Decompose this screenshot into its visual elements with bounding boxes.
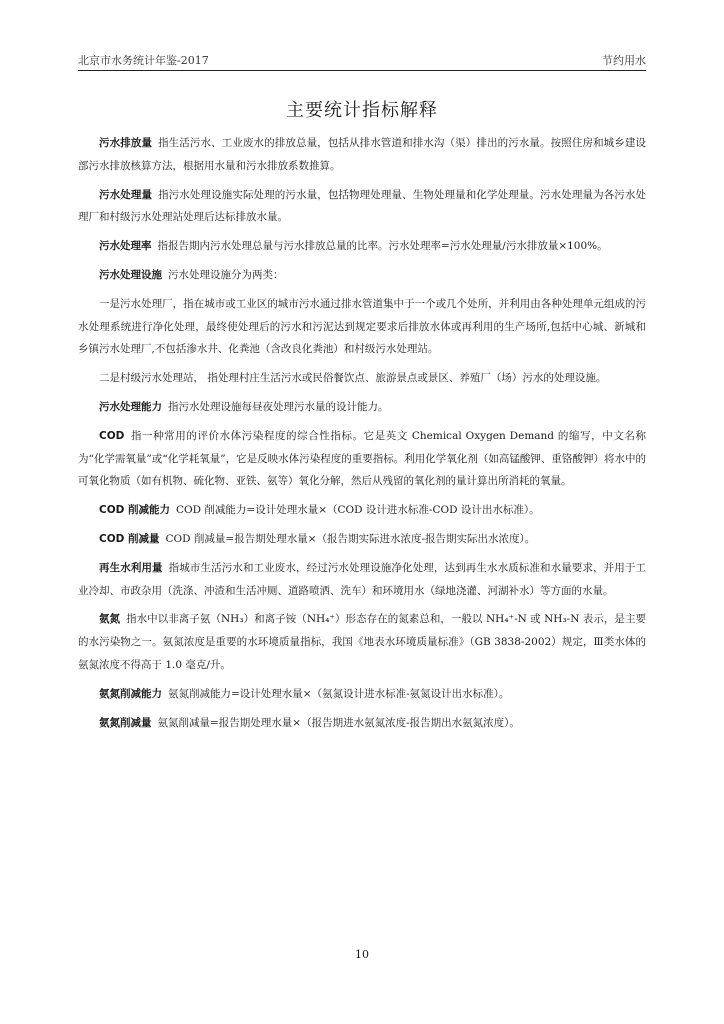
definition-text: COD 削减能力=设计处理水量×（COD 设计进水标准-COD 设计出水标准）。 [176, 504, 540, 517]
definition-text: 指报告期内污水处理总量与污水排放总量的比率。污水处理率=污水处理量/污水排放量×100%。 [157, 240, 608, 253]
definition-paragraph [78, 396, 646, 419]
definition-paragraph [78, 683, 646, 706]
definition-paragraph [78, 293, 646, 361]
definition-paragraph [78, 608, 646, 676]
definition-term: 污水处理率 [99, 240, 152, 253]
definition-term: 污水处理设施 [99, 268, 162, 281]
page-title: 主要统计指标解释 [286, 100, 438, 121]
definition-paragraph [78, 132, 646, 178]
definition-text: 二是村级污水处理站， 指处理村庄生活污水或民俗餐饮点、旅游景点或景区、养殖厂（场）污水的处理设施。 [99, 372, 607, 385]
header-yearbook-title: 北京市水务统计年鉴-2017 [78, 54, 209, 67]
definition-text: COD 削减量=报告期处理水量×（报告期实际进水浓度-报告期实际出水浓度）。 [165, 532, 536, 545]
definition-paragraph [78, 367, 646, 390]
definition-term: 再生水利用量 [99, 561, 163, 574]
definition-text: 指城市生活污水和工业废水，经过污水处理设施净化处理，达到再生水水质标准和水量要求，并用于工业冷却、市政杂用（洗涤、冲渣和生活冲厕、道路喷洒、洗车）和环境用水（绿地浇灌、河湖补水）等方面的水量。 [78, 561, 647, 597]
definition-term: 氨氮 [99, 613, 121, 626]
definition-text: 氨氮削减量=报告期处理水量×（报告期进水氨氮浓度-报告期出水氨氮浓度）。 [157, 716, 520, 729]
definition-text: 一是污水处理厂，指在城市或工业区的城市污水通过排水管道集中于一个或几个处所，并利用由各种处理单元组成的污水处理系统进行净化处理，最终使处理后的污水和污泥达到规定要求后排放水体或再利用的生产场所,包括中心城、新城和乡镇污水处理厂,不包括渗水井、化粪池（含改良化粪池）和村级污水处理站。 [78, 297, 646, 356]
definition-paragraph [78, 235, 646, 258]
header-section-title: 节约用水 [602, 54, 646, 67]
definition-text: 指生活污水、工业废水的排放总量，包括从排水管道和排水沟（渠）排出的污水量。按照住房和城乡建设部污水排放核算方法，根据用水量和污水排放系数推算。 [78, 137, 647, 172]
definition-term: 氨氮削减能力 [99, 687, 162, 700]
definition-term: COD 削减能力 [99, 504, 171, 517]
definition-text: 指污水处理设施每昼夜处理污水量的设计能力。 [168, 400, 389, 413]
definition-paragraph [78, 425, 646, 493]
definition-term: 氨氮削减量 [99, 716, 152, 729]
page-number: 10 [355, 948, 369, 961]
definition-paragraph [78, 557, 646, 603]
definition-text: 氨氮削减能力=设计处理水量×（氨氮设计进水标准-氨氮设计出水标准）。 [168, 687, 510, 700]
definition-paragraph [78, 184, 646, 230]
definition-text: 指水中以非离子氨（NH₃）和离子铵（NH₄⁺）形态存在的氮素总和，一般以 NH₄⁺-N 或 NH₃-N 表示，是主要的水污染物之一。氨氮浓度是重要的水环境质量指标，我国《地表水环境质量标准》（GB 3838-2002）规定，Ⅲ类水体的氨氮浓度不得高于 1.0 毫克/升。 [78, 613, 646, 671]
definition-paragraph [78, 528, 646, 551]
definition-paragraph [78, 712, 646, 735]
definition-text: 污水处理设施分为两类： [168, 268, 284, 281]
definition-text: 指污水处理设施实际处理的污水量，包括物理处理量、生物处理量和化学处理量。污水处理量为各污水处理厂和村级污水处理站处理后达标排放水量。 [78, 188, 647, 224]
definition-term: 污水排放量 [99, 137, 153, 149]
definition-text: 指一种常用的评价水体污染程度的综合性指标。它是英文 Chemical Oxygen Demand 的缩写，中文名称为“化学需氧量”或“化学耗氧量”，它是反映水体污染程度的重要指标。利用化学氧化剂（如高锰酸钾、重铬酸钾）将水中的可氧化物质（如有机物、硫化物、亚铁、氨等）氧化分解，然后从残留的氧化剂的量计算出所消耗的氧量。 [78, 429, 646, 488]
definition-term: 污水处理量 [99, 188, 153, 201]
definition-paragraph [78, 264, 646, 287]
definition-term: 污水处理能力 [99, 400, 162, 413]
running-header [78, 50, 646, 71]
definition-paragraph [78, 499, 646, 522]
definition-term: COD 削减量 [99, 532, 160, 545]
definitions-body [78, 132, 646, 740]
definition-term: COD [99, 429, 125, 442]
